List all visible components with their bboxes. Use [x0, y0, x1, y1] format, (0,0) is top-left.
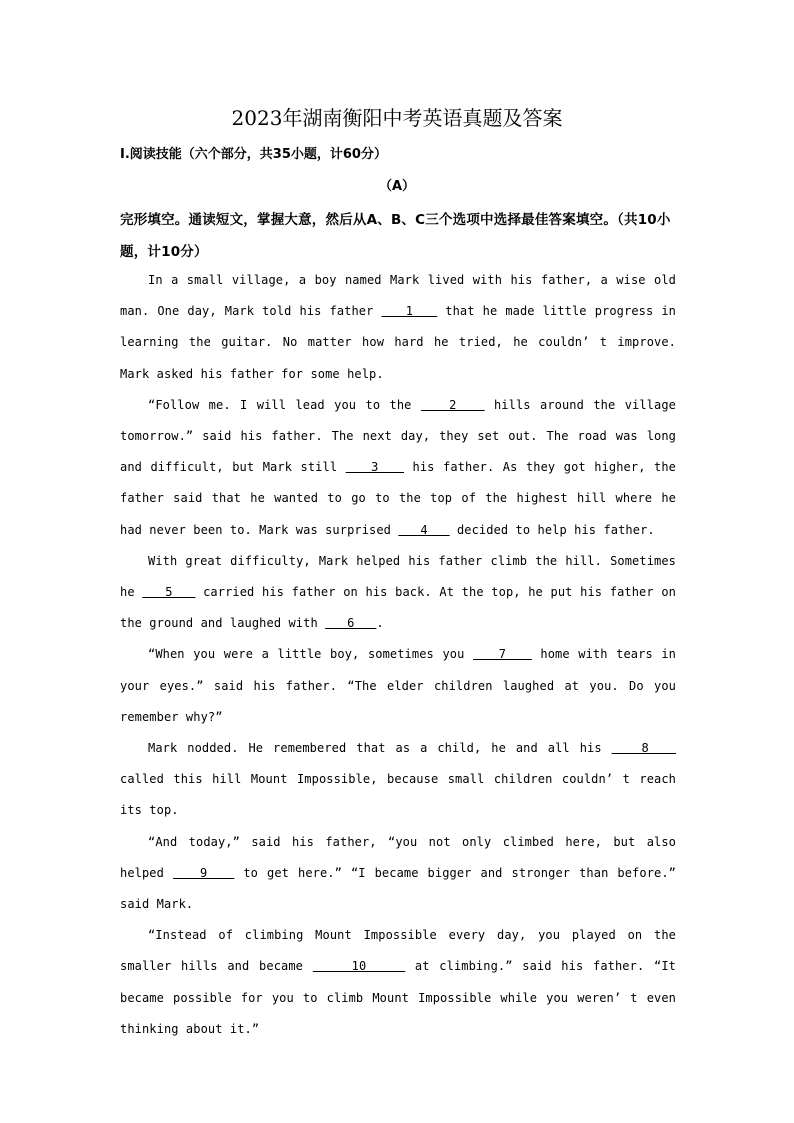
passage-text: home with tears in your eyes.” said his father. “The elder children laughed at you. Do you remember why?” [120, 647, 676, 724]
passage-text: “Instead of climbing Mount Impossible every day, you played on the smaller hills and became [120, 928, 676, 974]
cloze-instructions: 完形填空。通读短文，掌握大意，然后从A、B、C三个选项中选择最佳答案填空。（共10小题，计10分） [120, 212, 671, 260]
paragraph-3 [120, 546, 676, 640]
blank-7: 7 [473, 647, 532, 662]
passage-text: “When you were a little boy, sometimes you [148, 647, 473, 662]
blank-5: 5 [142, 585, 196, 600]
passage-text: called this hill Mount Impossible, because small children couldn’ t reach its top. [120, 772, 676, 818]
blank-6: 6 [325, 616, 377, 631]
paragraph-2 [120, 390, 676, 546]
passage-text: his father. As they got higher, the father said that he wanted to go to the top of the highest hill where he had never been to. Mark was surprised [120, 460, 676, 537]
passage-text: at climbing.” said his father. “It became possible for you to climb Mount Impossible while you weren’ t even thinking about it.” [120, 959, 676, 1036]
paragraph-5 [120, 733, 676, 827]
part-label: （A） [378, 179, 416, 194]
passage-text: “And today,” said his father, “you not only climbed here, but also helped [120, 834, 676, 880]
blank-2: 2 [420, 397, 485, 412]
paragraph-7 [120, 920, 676, 1045]
page-title: 2023年湖南衡阳中考英语真题及答案 [231, 106, 563, 130]
passage-text: “Follow me. I will lead you to the [148, 397, 421, 412]
passage-text: that he made little progress in learning the guitar. No matter how hard he tried, he couldn’ t improve. Mark asked his father for some help. [120, 304, 676, 381]
passage-text: hills around the village tomorrow.” said his father. The next day, they set out. The road was long and difficult, but Mark still [120, 397, 676, 475]
blank-1: 1 [381, 304, 438, 319]
paragraph-4 [120, 639, 676, 733]
passage-text: carried his father on his back. At the top, he put his father on the ground and laughed with [120, 585, 676, 631]
blank-9: 9 [172, 865, 235, 880]
passage-text: In a small village, a boy named Mark lived with his father, a wise old man. One day, Mark told his father [120, 273, 676, 319]
paragraph-1 [120, 265, 676, 390]
blank-10: 10 [312, 959, 406, 974]
passage-text: to get here.” “I became bigger and stronger than before.” said Mark. [120, 865, 676, 912]
blank-3: 3 [345, 460, 405, 475]
passage-text: With great difficulty, Mark helped his father climb the hill. Sometimes he [120, 553, 676, 600]
passage-text: decided to help his father. [449, 522, 655, 537]
blank-4: 4 [398, 522, 450, 537]
cloze-passage [120, 265, 676, 1045]
blank-8: 8 [611, 741, 676, 756]
section-heading: I.阅读技能（六个部分，共35小题，计60分） [120, 147, 387, 162]
passage-text: Mark nodded. He remembered that as a child, he and all his [148, 741, 612, 756]
passage-text: . [376, 616, 384, 631]
paragraph-6 [120, 827, 676, 921]
